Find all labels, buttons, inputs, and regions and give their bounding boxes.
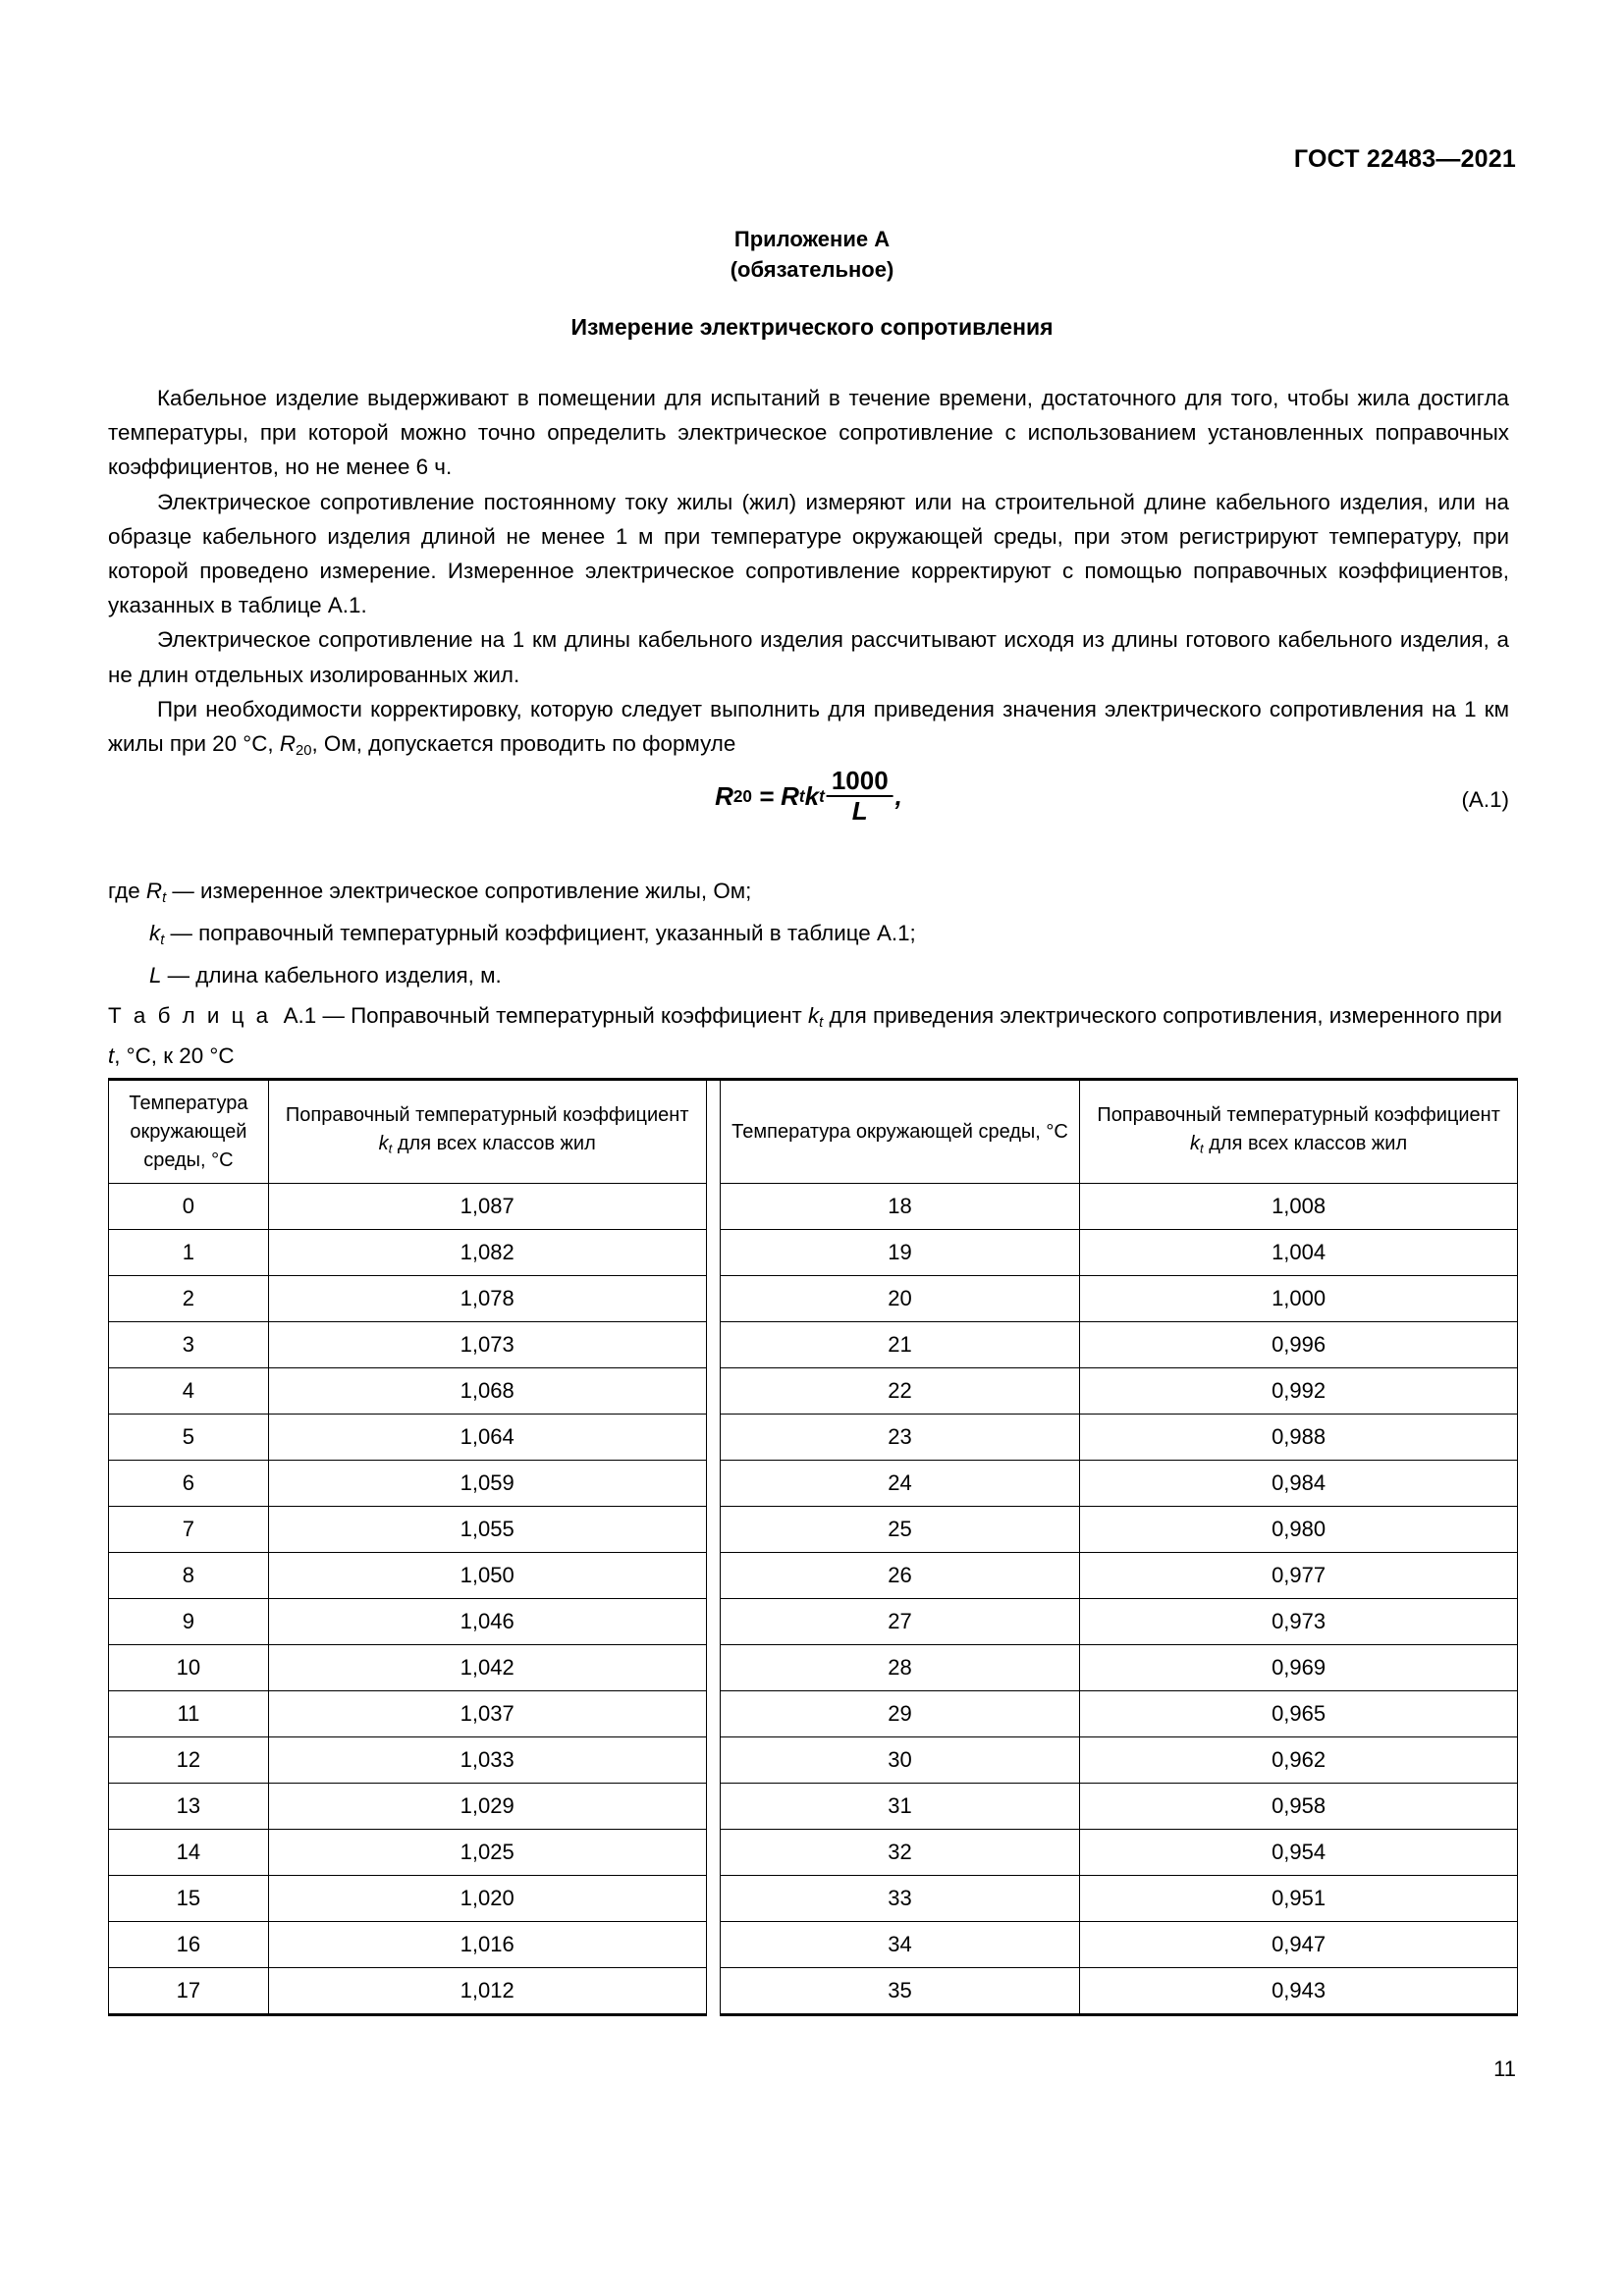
cell-coefficient-2: 0,984 <box>1080 1461 1518 1507</box>
cell-coefficient-1: 1,029 <box>268 1784 706 1830</box>
table-column-divider <box>706 1876 720 1922</box>
column-header-temperature-1: Температура окружающей среды, °C <box>109 1080 269 1184</box>
cell-temperature-2: 33 <box>720 1876 1079 1922</box>
table-row <box>109 1968 1518 2015</box>
table-row <box>109 1784 1518 1830</box>
cell-temperature-2: 22 <box>720 1368 1079 1415</box>
table-header <box>109 1080 1518 1184</box>
cell-coefficient-2: 0,992 <box>1080 1368 1518 1415</box>
legend-lead: где <box>108 879 146 903</box>
column-header-coefficient-1-after: для всех классов жил <box>392 1132 596 1154</box>
cell-temperature-2: 27 <box>720 1599 1079 1645</box>
cell-coefficient-2: 0,980 <box>1080 1507 1518 1553</box>
cell-coefficient-1: 1,020 <box>268 1876 706 1922</box>
table-row <box>109 1737 1518 1784</box>
cell-temperature-1: 17 <box>109 1968 269 2015</box>
column-header-coefficient-1 <box>268 1080 706 1184</box>
table-row <box>109 1599 1518 1645</box>
cell-temperature-1: 15 <box>109 1876 269 1922</box>
page-number: 11 <box>1493 2056 1516 2081</box>
paragraph-1: Кабельное изделие выдерживают в помещении для испытаний в течение времени, достаточного для того, чтобы жила достигла температуры, при которой можно точно определить электрическое сопротивление с использованием установленных поправочных коэффициентов, но не менее 6 ч. <box>108 386 1509 480</box>
formula-rhs-k-sub: t <box>819 785 825 806</box>
cell-coefficient-1: 1,064 <box>268 1415 706 1461</box>
legend-text-kt: поправочный температурный коэффициент, указанный в таблице А.1; <box>198 921 916 946</box>
legend-dash-rt: — <box>166 879 201 903</box>
paragraph-2: Электрическое сопротивление постоянному току жилы (жил) измеряют или на строительной длине кабельного изделия, или на образце кабельного изделия длиной не менее 1 м при температуре окружающей среды, при этом регистрируют температуру, при которой проведено измерение. Измеренное электрическое сопротивление корректируют с помощью поправочных коэффициентов, указанных в таблице А.1. <box>108 489 1509 618</box>
column-header-coefficient-1-sub: t <box>388 1141 393 1156</box>
annex-heading <box>0 224 1624 285</box>
cell-coefficient-2: 1,004 <box>1080 1230 1518 1276</box>
cell-coefficient-2: 0,996 <box>1080 1322 1518 1368</box>
cell-temperature-1: 3 <box>109 1322 269 1368</box>
table-column-divider <box>706 1830 720 1876</box>
table-column-divider <box>706 1368 720 1415</box>
table-column-divider <box>706 1322 720 1368</box>
cell-temperature-2: 23 <box>720 1415 1079 1461</box>
cell-temperature-1: 0 <box>109 1184 269 1230</box>
column-header-coefficient-2 <box>1080 1080 1518 1184</box>
table-column-divider <box>706 1645 720 1691</box>
legend-dash-l: — <box>161 963 196 988</box>
cell-coefficient-1: 1,046 <box>268 1599 706 1645</box>
cell-coefficient-2: 0,965 <box>1080 1691 1518 1737</box>
cell-temperature-2: 18 <box>720 1184 1079 1230</box>
table-row <box>109 1691 1518 1737</box>
cell-coefficient-1: 1,068 <box>268 1368 706 1415</box>
cell-temperature-2: 26 <box>720 1553 1079 1599</box>
formula-number: (А.1) <box>1461 787 1509 812</box>
cell-temperature-1: 7 <box>109 1507 269 1553</box>
column-header-coefficient-2-symbol: k <box>1190 1132 1201 1154</box>
table-a1 <box>108 1078 1518 2016</box>
table-column-divider <box>706 1784 720 1830</box>
formula-lhs-sub: 20 <box>732 785 752 806</box>
cell-temperature-1: 9 <box>109 1599 269 1645</box>
table-column-divider <box>706 1080 720 1184</box>
table-column-divider <box>706 1553 720 1599</box>
formula-numerator: 1000 <box>827 768 893 797</box>
table-caption-text-after: для приведения электрического сопротивления, измеренного при <box>823 1003 1502 1028</box>
legend-symbol-kt-sub: t <box>160 933 165 949</box>
cell-temperature-2: 19 <box>720 1230 1079 1276</box>
table-column-divider <box>706 1230 720 1276</box>
cell-coefficient-1: 1,055 <box>268 1507 706 1553</box>
cell-temperature-2: 30 <box>720 1737 1079 1784</box>
cell-coefficient-2: 0,988 <box>1080 1415 1518 1461</box>
cell-temperature-1: 13 <box>109 1784 269 1830</box>
formula-rhs-r: R <box>781 780 799 811</box>
table-column-divider <box>706 1737 720 1784</box>
cell-coefficient-2: 0,973 <box>1080 1599 1518 1645</box>
formula-trailing-comma: , <box>894 780 902 811</box>
table-row <box>109 1830 1518 1876</box>
cell-temperature-1: 2 <box>109 1276 269 1322</box>
cell-coefficient-2: 0,969 <box>1080 1645 1518 1691</box>
column-header-coefficient-2-sub: t <box>1200 1141 1204 1156</box>
cell-coefficient-2: 0,954 <box>1080 1830 1518 1876</box>
cell-coefficient-1: 1,087 <box>268 1184 706 1230</box>
legend-item-rt <box>108 874 1509 916</box>
cell-coefficient-1: 1,025 <box>268 1830 706 1876</box>
paragraph-4-before: При необходимости корректировку, которую следует выполнить для приведения значения электрического сопротивления на 1 км жилы при 20 °C, <box>108 696 1509 757</box>
cell-coefficient-1: 1,078 <box>268 1276 706 1322</box>
cell-temperature-2: 28 <box>720 1645 1079 1691</box>
table-column-divider <box>706 1507 720 1553</box>
cell-coefficient-1: 1,059 <box>268 1461 706 1507</box>
formula-lhs: R <box>715 780 733 811</box>
table-row <box>109 1553 1518 1599</box>
paragraph-4-after: , Ом, допускается проводить по формуле <box>311 731 736 757</box>
column-header-coefficient-2-after: для всех классов жил <box>1203 1132 1408 1154</box>
table-body <box>109 1184 1518 2015</box>
table-row <box>109 1415 1518 1461</box>
table-row <box>109 1645 1518 1691</box>
document-standard-header: ГОСТ 22483—2021 <box>1293 145 1516 173</box>
table-row <box>109 1876 1518 1922</box>
table-row <box>109 1230 1518 1276</box>
table-row <box>109 1507 1518 1553</box>
cell-temperature-1: 8 <box>109 1553 269 1599</box>
table-row <box>109 1276 1518 1322</box>
annex-subtitle-text: (обязательное) <box>730 257 894 282</box>
cell-temperature-1: 11 <box>109 1691 269 1737</box>
cell-coefficient-2: 0,977 <box>1080 1553 1518 1599</box>
cell-coefficient-1: 1,033 <box>268 1737 706 1784</box>
table-caption-text-end: , °C, к 20 °C <box>114 1043 235 1069</box>
cell-coefficient-1: 1,016 <box>268 1922 706 1968</box>
formula-a1 <box>715 768 902 826</box>
cell-temperature-2: 25 <box>720 1507 1079 1553</box>
cell-temperature-1: 10 <box>109 1645 269 1691</box>
cell-coefficient-2: 0,951 <box>1080 1876 1518 1922</box>
correction-coefficient-table <box>108 1078 1518 2016</box>
column-header-coefficient-2-before: Поправочный температурный коэффициент <box>1097 1103 1500 1126</box>
column-header-coefficient-1-before: Поправочный температурный коэффициент <box>285 1103 689 1126</box>
cell-coefficient-1: 1,082 <box>268 1230 706 1276</box>
cell-temperature-2: 32 <box>720 1830 1079 1876</box>
paragraph-4-symbol: R <box>279 731 297 757</box>
cell-coefficient-2: 0,958 <box>1080 1784 1518 1830</box>
legend-text-rt: измеренное электрическое сопротивление жилы, Ом; <box>200 879 752 903</box>
legend-text-l: длина кабельного изделия, м. <box>195 963 502 988</box>
body-text <box>108 381 1509 769</box>
table-caption-symbol-sub: t <box>819 1015 824 1032</box>
cell-coefficient-2: 1,000 <box>1080 1276 1518 1322</box>
table-row <box>109 1461 1518 1507</box>
cell-temperature-2: 29 <box>720 1691 1079 1737</box>
cell-coefficient-1: 1,012 <box>268 1968 706 2015</box>
paragraph-4 <box>108 692 1509 770</box>
cell-temperature-2: 34 <box>720 1922 1079 1968</box>
cell-coefficient-2: 0,962 <box>1080 1737 1518 1784</box>
table-row <box>109 1922 1518 1968</box>
table-caption <box>108 999 1509 1072</box>
table-column-divider <box>706 1415 720 1461</box>
cell-temperature-1: 16 <box>109 1922 269 1968</box>
formula-denominator: L <box>851 796 868 827</box>
table-column-divider <box>706 1599 720 1645</box>
cell-coefficient-1: 1,037 <box>268 1691 706 1737</box>
table-caption-dash: — <box>322 1003 345 1028</box>
table-column-divider <box>706 1276 720 1322</box>
legend-dash-kt: — <box>164 921 199 946</box>
cell-coefficient-2: 1,008 <box>1080 1184 1518 1230</box>
cell-coefficient-1: 1,042 <box>268 1645 706 1691</box>
page-title: Измерение электрического сопротивления <box>570 314 1054 340</box>
legend-item-l <box>108 958 1509 992</box>
table-column-divider <box>706 1184 720 1230</box>
cell-temperature-2: 21 <box>720 1322 1079 1368</box>
paragraph-3: Электрическое сопротивление на 1 км длины кабельного изделия рассчитывают исходя из длины готового кабельного изделия, а не длин отдельных изолированных жил. <box>108 627 1509 687</box>
paragraph-4-symbol-sub: 20 <box>296 743 312 760</box>
table-caption-symbol2: t <box>108 1043 115 1069</box>
column-header-temperature-2: Температура окружающей среды, °C <box>720 1080 1079 1184</box>
legend-item-kt <box>108 916 1509 958</box>
cell-coefficient-2: 0,943 <box>1080 1968 1518 2015</box>
cell-temperature-1: 14 <box>109 1830 269 1876</box>
annex-title-text: Приложение А <box>733 227 891 251</box>
cell-temperature-1: 12 <box>109 1737 269 1784</box>
table-column-divider <box>706 1922 720 1968</box>
column-header-coefficient-1-symbol: k <box>378 1132 389 1154</box>
table-column-divider <box>706 1691 720 1737</box>
formula-rhs-k: k <box>804 780 820 811</box>
table-column-divider <box>706 1968 720 2015</box>
cell-temperature-2: 24 <box>720 1461 1079 1507</box>
table-caption-number: А.1 <box>283 1003 317 1028</box>
cell-temperature-1: 4 <box>109 1368 269 1415</box>
cell-temperature-2: 35 <box>720 1968 1079 2015</box>
cell-temperature-2: 31 <box>720 1784 1079 1830</box>
formula-fraction <box>827 768 893 826</box>
formula-equals: = <box>758 780 775 811</box>
table-header-row <box>109 1080 1518 1184</box>
legend-symbol-rt: R <box>145 879 163 903</box>
legend-symbol-rt-sub: t <box>162 890 167 907</box>
legend-symbol-kt: k <box>149 921 161 946</box>
table-column-divider <box>706 1461 720 1507</box>
legend-symbol-l: L <box>149 963 162 988</box>
cell-temperature-2: 20 <box>720 1276 1079 1322</box>
table-caption-symbol: k <box>807 1003 820 1028</box>
formula-legend <box>108 874 1509 992</box>
formula-row <box>108 766 1509 844</box>
cell-coefficient-1: 1,073 <box>268 1322 706 1368</box>
table-row <box>109 1368 1518 1415</box>
table-caption-label: Т а б л и ц а <box>108 1003 272 1028</box>
table-row <box>109 1322 1518 1368</box>
table-row <box>109 1184 1518 1230</box>
cell-temperature-1: 5 <box>109 1415 269 1461</box>
formula-rhs-r-sub: t <box>798 785 805 806</box>
cell-coefficient-2: 0,947 <box>1080 1922 1518 1968</box>
cell-temperature-1: 6 <box>109 1461 269 1507</box>
cell-coefficient-1: 1,050 <box>268 1553 706 1599</box>
table-caption-text-before: Поправочный температурный коэффициент <box>351 1003 808 1028</box>
cell-temperature-1: 1 <box>109 1230 269 1276</box>
